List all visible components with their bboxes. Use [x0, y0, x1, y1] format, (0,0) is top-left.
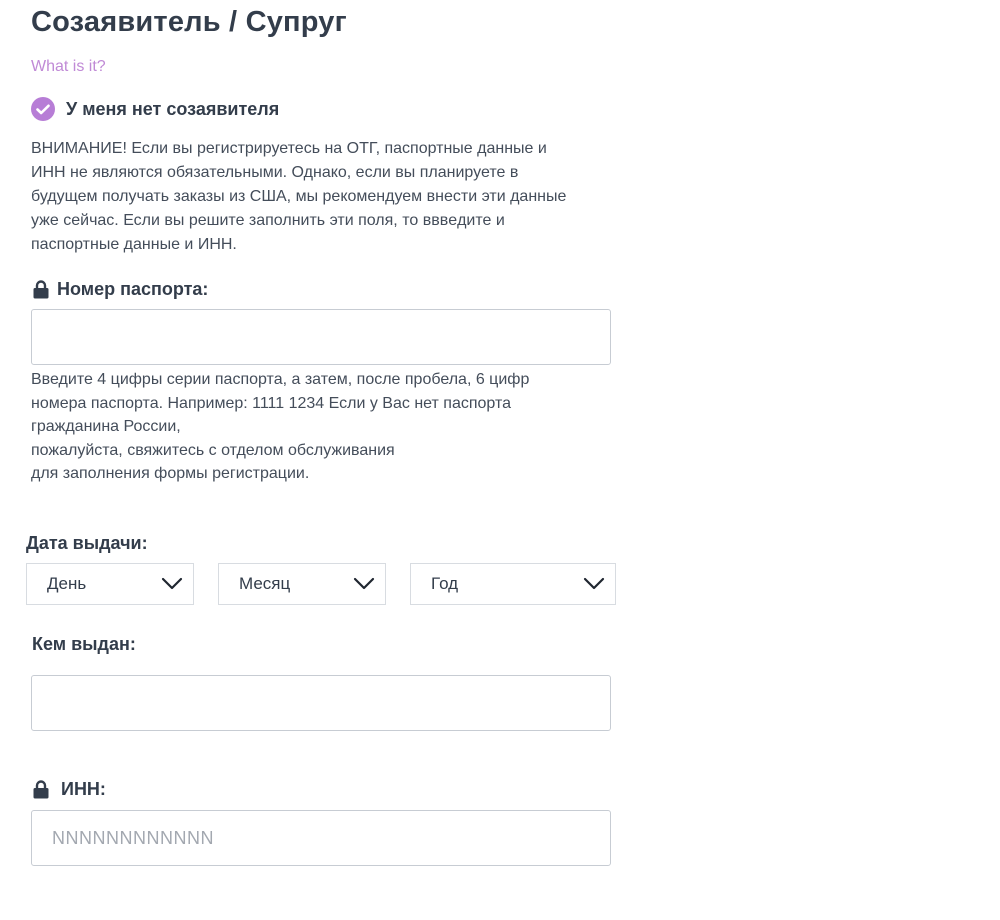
warning-line: паспортные данные и ИНН.	[31, 236, 237, 253]
page-title: Созаявитель / Супруг	[31, 6, 347, 38]
passport-number-label	[33, 277, 208, 301]
chevron-down-icon	[353, 577, 375, 591]
no-co-applicant-checkbox[interactable]	[31, 96, 279, 122]
warning-line: уже сейчас. Если вы решите заполнить эти поля, то вввeдите и	[31, 212, 505, 229]
hint-line: гражданина России,	[31, 418, 181, 435]
lock-icon	[33, 280, 49, 299]
hint-line: номера паспорта. Например: 1111 1234 Если у Вас нет паспорта	[31, 394, 512, 412]
what-is-it-link[interactable]: What is it?	[31, 58, 106, 75]
month-select-value: Месяц	[239, 574, 291, 593]
hint-line: пожалуйста, свяжитесь с отделом обслуживания	[31, 441, 395, 459]
year-select-value: Год	[431, 574, 459, 593]
issued-by-label-text: Кем выдан:	[32, 633, 136, 654]
warning-text	[31, 137, 616, 257]
inn-input[interactable]	[31, 810, 611, 866]
warning-line: будущем получать заказы из США, мы рекомендуем внести эти данные	[31, 188, 567, 205]
month-select[interactable]	[218, 563, 386, 605]
passport-number-input[interactable]	[31, 309, 611, 365]
warning-line: ИНН не являются обязательными. Однако, если вы планируете в	[31, 164, 519, 181]
issue-date-label	[26, 531, 148, 555]
chevron-down-icon	[583, 577, 605, 591]
issued-by-label	[32, 632, 136, 656]
hint-line: для заполнения формы регистрации.	[31, 465, 310, 482]
no-co-applicant-label: У меня нет созаявителя	[66, 98, 280, 119]
passport-hint	[31, 368, 529, 486]
chevron-down-icon	[161, 577, 183, 591]
day-select-value: День	[47, 574, 87, 593]
warning-line: ВНИМАНИЕ! Если вы регистрируетесь на ОТГ, паспортные данные и	[31, 140, 547, 157]
year-select[interactable]	[410, 563, 616, 605]
issue-date-label-text: Дата выдачи:	[26, 532, 148, 553]
issued-by-input[interactable]	[31, 675, 611, 731]
lock-icon	[33, 780, 49, 799]
inn-label-text: ИНН:	[61, 778, 106, 799]
passport-number-label-text: Номер паспорта:	[57, 278, 209, 299]
hint-line: Введите 4 цифры серии паспорта, а затем, после пробела, 6 цифр	[31, 371, 530, 388]
check-icon	[31, 97, 55, 121]
inn-label	[33, 777, 106, 801]
day-select[interactable]	[26, 563, 194, 605]
